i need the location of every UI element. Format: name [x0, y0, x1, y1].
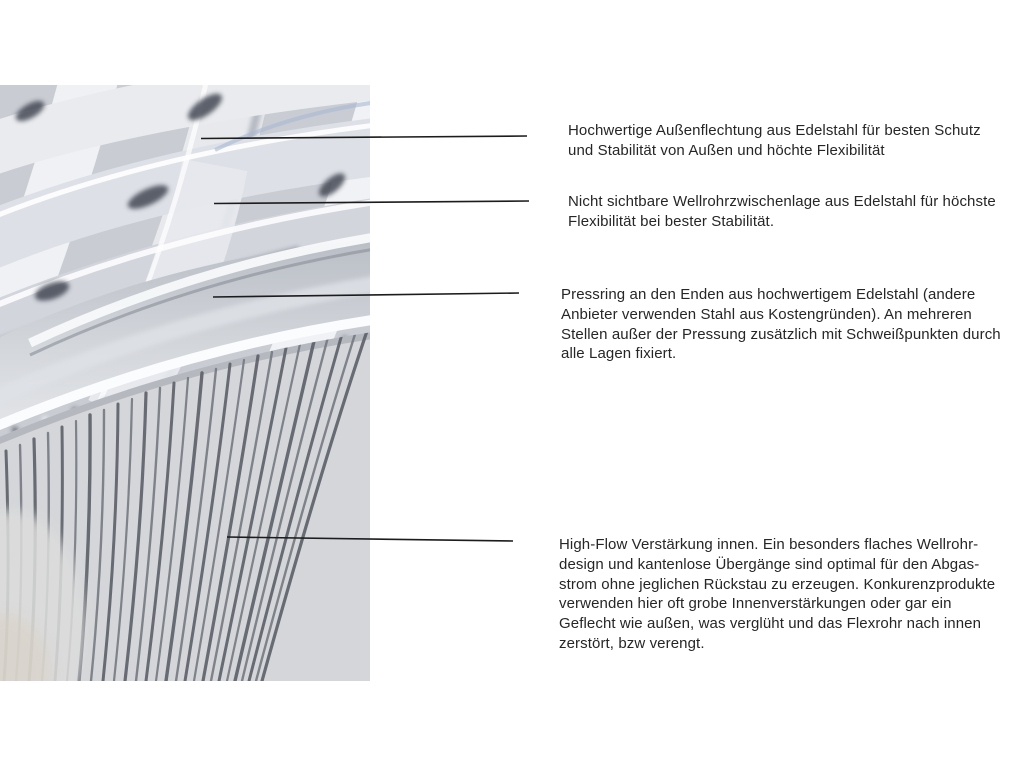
annotation-line: zerstört, bzw verengt.: [559, 634, 705, 652]
annotation-line: Geflecht wie außen, was verglüht und das Flexrohr nach innen: [559, 615, 982, 633]
annotation-outer-braid: [568, 121, 981, 161]
annotation-line: Pressring an den Enden aus hochwertigem Edelstahl (andere: [561, 286, 976, 303]
product-photo-art: [0, 85, 370, 681]
annotation-line: design und kantenlose Übergänge sind optimal für den Abgas-: [559, 555, 980, 573]
annotation-line: strom ohne jeglichen Rückstau zu erzeugen. Konkurenzprodukte: [559, 575, 996, 593]
annotation-interlayer: [568, 192, 996, 232]
annotation-high-flow: [559, 535, 995, 654]
product-photo: [0, 85, 370, 681]
annotation-line: High-Flow Verstärkung innen. Ein besonders flaches Wellrohr-: [559, 536, 979, 553]
annotation-line: Hochwertige Außenflechtung aus Edelstahl für besten Schutz: [568, 122, 981, 139]
annotation-line: Anbieter verwenden Stahl aus Kostengründen). An mehreren: [561, 305, 972, 323]
annotation-line: Flexibilität bei bester Stabilität.: [568, 212, 775, 230]
annotation-press-ring: [561, 285, 1001, 364]
annotation-line: Nicht sichtbare Wellrohrzwischenlage aus Edelstahl für höchste: [568, 193, 996, 210]
annotation-line: und Stabilität von Außen und höchte Flexibilität: [568, 141, 885, 159]
annotation-line: verwenden hier oft grobe Innenverstärkungen oder gar ein: [559, 595, 952, 613]
annotation-line: alle Lagen fixiert.: [561, 345, 677, 363]
annotation-line: Stellen außer der Pressung zusätzlich mit Schweißpunkten durch: [561, 325, 1001, 343]
